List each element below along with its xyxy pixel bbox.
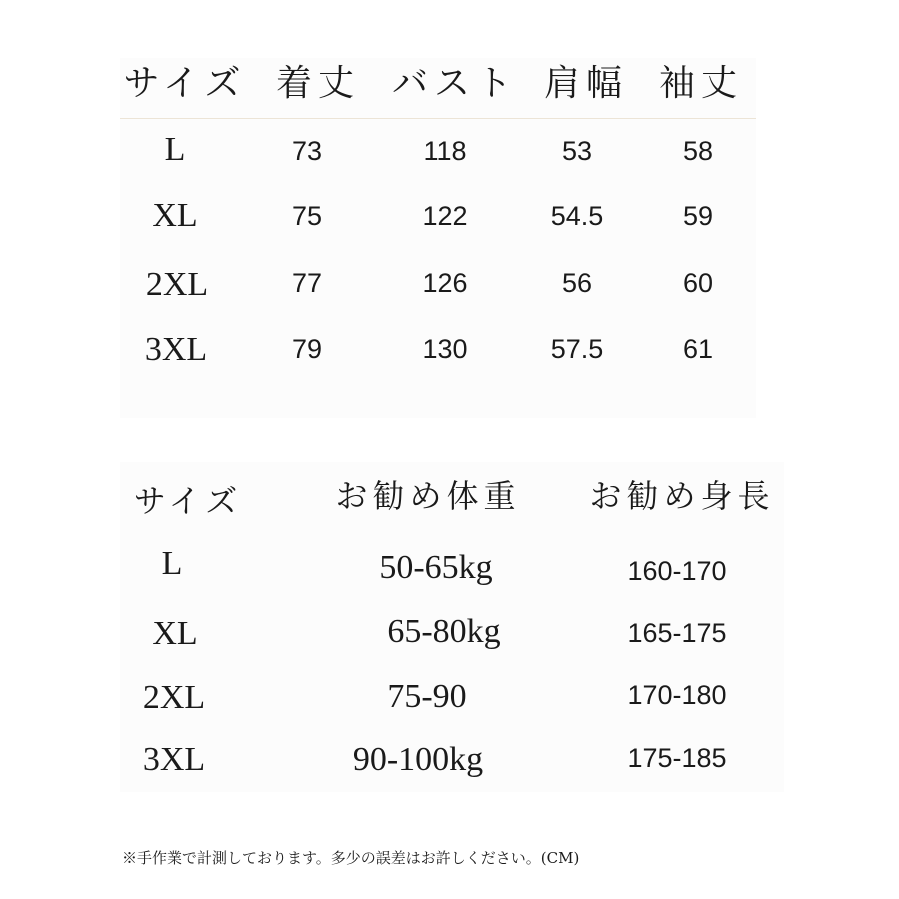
t2-row1-weight: 50-65kg [379, 549, 493, 586]
t2-row2-size: XL [152, 615, 198, 652]
t2-row1-height: 160-170 [627, 556, 727, 586]
t2-row2-weight: 65-80kg [387, 613, 501, 650]
t2-row2-height: 165-175 [627, 618, 727, 648]
t1-row4-size: 3XL [144, 331, 208, 368]
t2-row3-weight: 75-90 [387, 678, 467, 715]
measurement-note: ※手作業で計測しております。多少の誤差はお許しください。(CM) [122, 849, 580, 867]
t1-row1-shoulder: 53 [561, 136, 593, 166]
t1-row3-size: 2XL [145, 266, 209, 303]
t2-row1-size: L [161, 545, 183, 582]
t1-header-shoulder: 肩幅 [543, 63, 629, 104]
t1-row2-sleeve: 59 [682, 201, 714, 231]
t1-row1-length: 73 [291, 136, 323, 166]
t2-header-weight: お勧め体重 [335, 477, 521, 515]
size-table-panel [120, 58, 756, 418]
t1-row3-bust: 126 [422, 268, 468, 298]
t1-row2-bust: 122 [422, 201, 468, 231]
t1-row4-sleeve: 61 [682, 334, 714, 364]
t1-row3-shoulder: 56 [561, 268, 593, 298]
t1-header-size: サイズ [123, 63, 247, 104]
t2-row4-size: 3XL [142, 741, 206, 778]
t2-header-size: サイズ [133, 482, 243, 520]
t1-row4-bust: 130 [422, 334, 468, 364]
t2-header-height: お勧め身長 [589, 477, 775, 515]
t1-header-length: 着丈 [275, 63, 361, 104]
t1-row2-size: XL [152, 197, 198, 234]
t1-header-bust: バスト [391, 63, 519, 104]
t1-row1-bust: 118 [423, 136, 467, 166]
t2-row3-height: 170-180 [627, 680, 727, 710]
t1-row3-sleeve: 60 [682, 268, 714, 298]
t1-header-sleeve: 袖丈 [658, 63, 744, 104]
t2-row4-weight: 90-100kg [352, 741, 484, 778]
header-divider [120, 118, 756, 119]
t1-row4-shoulder: 57.5 [550, 334, 604, 364]
t2-row3-size: 2XL [142, 679, 206, 716]
t1-row2-length: 75 [291, 201, 323, 231]
t1-row1-size: L [164, 131, 186, 168]
t1-row2-shoulder: 54.5 [550, 201, 604, 231]
t2-row4-height: 175-185 [627, 743, 727, 773]
t1-row4-length: 79 [291, 334, 323, 364]
t1-row3-length: 77 [291, 268, 323, 298]
t1-row1-sleeve: 58 [682, 136, 714, 166]
